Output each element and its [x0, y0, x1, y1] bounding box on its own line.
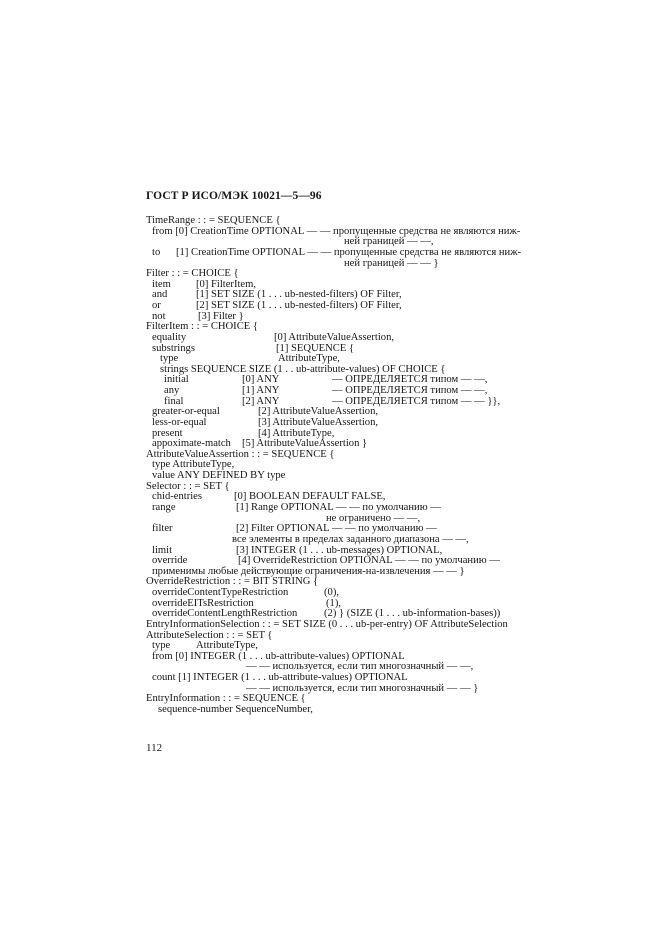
text-line: from [0] INTEGER (1 . . . ub-attribute-values) OPTIONAL	[152, 650, 405, 662]
text-line: Selector : : = SET {	[146, 480, 230, 492]
text-line: from [0] CreationTime OPTIONAL — — пропущенные средства не являются ниж-	[152, 225, 521, 237]
text-line: ней границей — —,	[344, 236, 434, 248]
text-line: [1] SEQUENCE {	[276, 342, 355, 354]
text-line: value ANY DEFINED BY type	[152, 470, 286, 482]
text-line: [0] BOOLEAN DEFAULT FALSE,	[234, 491, 386, 503]
text-line: [3] AttributeValueAssertion,	[258, 416, 379, 428]
text-line: OverrideRestriction : : = BIT STRING {	[146, 576, 319, 588]
text-line: not	[152, 310, 166, 322]
text-line: — ОПРЕДЕЛЯЕТСЯ типом — — }},	[332, 395, 501, 407]
text-line: — — используется, если тип многозначный — —,	[246, 661, 474, 673]
text-line: item	[152, 278, 171, 290]
text-line: chid-entries	[152, 491, 203, 503]
text-line: [1] CreationTime OPTIONAL — — пропущенные средства не являются ниж-	[176, 246, 522, 258]
text-line: AttributeType,	[196, 640, 258, 652]
text-line: EntryInformation : : = SEQUENCE {	[146, 693, 306, 705]
text-line: [2] ANY	[242, 395, 280, 407]
text-line: — — используется, если тип многозначный — — }	[246, 682, 479, 694]
text-line: type AttributeType,	[152, 459, 235, 471]
text-line: less-or-equal	[152, 416, 207, 428]
text-line: overrideEITsRestriction	[152, 597, 254, 609]
text-line: [4] AttributeType,	[258, 427, 335, 439]
text-line: initial	[164, 374, 189, 386]
text-line: [4] OverrideRestriction OPTIONAL — — по умолчанию —	[238, 555, 500, 567]
page-number: 112	[146, 742, 163, 754]
text-line: range	[152, 502, 176, 513]
text-line: equality	[152, 331, 187, 343]
text-line: (2) } (SIZE (1 . . . ub-information-bases))	[324, 608, 501, 620]
text-line: [5] AttributeValueAssertion }	[242, 438, 368, 450]
text-line: overrideContentLengthRestriction	[152, 608, 298, 620]
text-line: [2] AttributeValueAssertion,	[258, 406, 379, 418]
document-header: ГОСТ Р ИСО/МЭК 10021—5—96	[146, 190, 322, 202]
text-line: TimeRange : : = SEQUENCE {	[146, 215, 281, 226]
text-line: substrings	[152, 342, 195, 354]
text-line: (0),	[324, 587, 340, 599]
text-line: to	[152, 246, 161, 258]
text-line: EntryInformationSelection : : = SET SIZE (0 . . . ub-per-entry) OF AttributeSelection	[146, 618, 508, 630]
text-line: AttributeSelection : : = SET {	[146, 629, 273, 641]
text-line: FilterItem : : = CHOICE {	[146, 321, 258, 333]
text-line: (1),	[326, 597, 342, 609]
text-line: [1] Range OPTIONAL — — по умолчанию —	[236, 502, 441, 513]
text-line: count [1] INTEGER (1 . . . ub-attribute-values) OPTIONAL	[152, 672, 408, 684]
text-line: все элементы в пределах заданного диапазона — —,	[232, 533, 469, 545]
text-line: [0] AttributeValueAssertion,	[274, 331, 395, 343]
text-line: present	[152, 427, 183, 439]
text-line: [0] ANY	[242, 374, 280, 386]
text-line: [3] Filter }	[198, 310, 244, 322]
text-line: final	[164, 395, 184, 407]
text-line: appoximate-match	[152, 438, 231, 450]
text-line: — ОПРЕДЕЛЯЕТСЯ типом — —,	[332, 374, 488, 386]
text-line: [1] SET SIZE (1 . . . ub-nested-filters) OF Filter,	[196, 289, 402, 301]
text-line: [0] FilterItem,	[196, 278, 257, 290]
text-line: greater-or-equal	[152, 406, 220, 418]
text-line: [2] SET SIZE (1 . . . ub-nested-filters) OF Filter,	[196, 300, 402, 312]
text-line: — ОПРЕДЕЛЯЕТСЯ типом — —,	[332, 385, 488, 397]
text-line: [2] Filter OPTIONAL — — по умолчанию —	[236, 523, 437, 535]
text-line: or	[152, 300, 161, 312]
text-line: [1] ANY	[242, 385, 280, 397]
text-line: применимы любые действующие ограничения-на-извлечения — — }	[152, 565, 465, 577]
text-line: any	[164, 385, 180, 397]
text-line: ней границей — — }	[344, 257, 439, 269]
text-line: [3] INTEGER (1 . . . ub-messages) OPTIONAL,	[236, 544, 443, 556]
text-line: override	[152, 555, 188, 567]
text-line: AttributeValueAssertion : : = SEQUENCE {	[146, 448, 335, 460]
text-line: sequence-number SequenceNumber,	[158, 703, 313, 715]
text-line: strings SEQUENCE SIZE (1 . . ub-attribute-values) OF CHOICE {	[160, 363, 446, 375]
text-line: overrideContentTypeRestriction	[152, 587, 289, 599]
text-line: type	[160, 353, 179, 365]
text-line: filter	[152, 523, 173, 535]
text-line: and	[152, 289, 168, 301]
text-line: Filter : : = CHOICE {	[146, 268, 239, 280]
text-line: не ограничено — —,	[326, 512, 421, 524]
text-line: type	[152, 640, 171, 652]
text-line: AttributeType,	[278, 353, 340, 365]
text-line: limit	[152, 544, 173, 556]
